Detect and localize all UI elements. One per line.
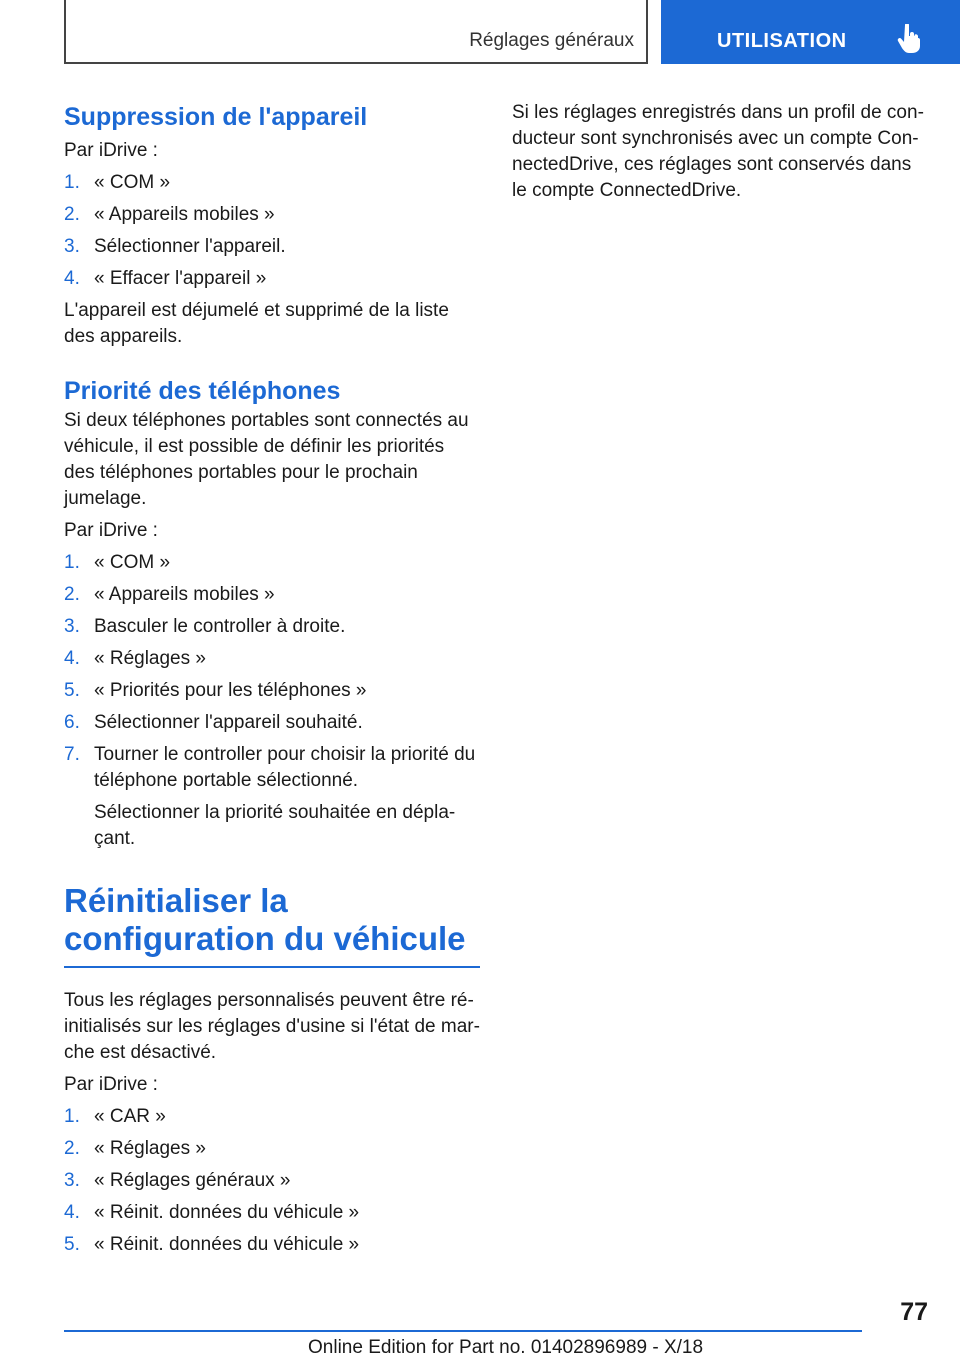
right-column: [512, 100, 928, 204]
list-item: 2. « Appareils mobiles »: [64, 204, 275, 225]
list-item: 1. « COM »: [64, 172, 171, 193]
list-item: 7. Tourner le controller pour choisir la priorité du téléphone portable sélectionné. Sélectionner la priorité souhaitée en déplaçant.: [64, 742, 480, 852]
list-item: 3. Basculer le controller à droite.: [64, 616, 346, 637]
list-item: 5. « Priorités pour les téléphones »: [64, 680, 367, 701]
steps-list-delete: [64, 170, 480, 292]
list-item: 1. « CAR »: [64, 1106, 166, 1127]
list-item: 6. Sélectionner l'appareil souhaité.: [64, 712, 363, 733]
paragraph-idrive-intro: Par iDrive :: [64, 520, 158, 541]
paragraph-priority-body: Si deux téléphones portables sont connectés au véhicule, il est possible de définir les priorités des téléphones portables pour le prochain jumelage.: [64, 410, 469, 509]
header-section-title: Réglages généraux: [469, 30, 634, 51]
list-item: 4. « Réinit. données du véhicule »: [64, 1202, 360, 1223]
footer-divider: [64, 1330, 862, 1332]
steps-list-priority: [64, 550, 480, 852]
list-item: 3. « Réglages généraux »: [64, 1170, 291, 1191]
list-item: 4. « Effacer l'appareil »: [64, 268, 267, 289]
page-number: 77: [900, 1298, 928, 1326]
steps-list-reset: [64, 1104, 480, 1258]
list-item: 3. Sélectionner l'appareil.: [64, 236, 286, 257]
footer-edition-text: Online Edition for Part no. 01402896989 - X/18: [308, 1337, 704, 1358]
header-chapter-tab[interactable]: [661, 0, 960, 64]
section-title-phone-priority: Priorité des téléphones: [64, 377, 341, 405]
header-section-box: [64, 0, 648, 64]
list-item: 4. « Réglages »: [64, 648, 206, 669]
paragraph-idrive-intro: Par iDrive :: [64, 1074, 158, 1095]
paragraph-connecteddrive: Si les réglages enregistrés dans un profil de conducteur sont synchronisés avec un compte ConnectedDrive, ces réglages sont conservés dans le compte ConnectedDrive.: [512, 102, 924, 201]
left-column: [64, 100, 480, 1258]
step-continuation: Sélectionner la priorité souhaitée en déplaçant.: [94, 802, 456, 849]
paragraph-reset-body: Tous les réglages personnalisés peuvent être réinitialisés sur les réglages d'usine si l'état de marche est désactivé.: [64, 990, 480, 1063]
pointing-hand-icon: [897, 24, 921, 54]
list-item: 2. « Appareils mobiles »: [64, 584, 275, 605]
paragraph-delete-result: L'appareil est déjumelé et supprimé de la liste des appareils.: [64, 300, 449, 347]
chapter-title-reset-config: Réinitialiser la configuration du véhicule: [64, 882, 480, 968]
list-item: 5. « Réinit. données du véhicule »: [64, 1234, 360, 1255]
list-item: 1. « COM »: [64, 552, 171, 573]
section-title-delete-device: Suppression de l'appareil: [64, 103, 368, 131]
header-chapter-label: UTILISATION: [717, 30, 847, 52]
list-item: 2. « Réglages »: [64, 1138, 206, 1159]
paragraph-idrive-intro: Par iDrive :: [64, 140, 158, 161]
